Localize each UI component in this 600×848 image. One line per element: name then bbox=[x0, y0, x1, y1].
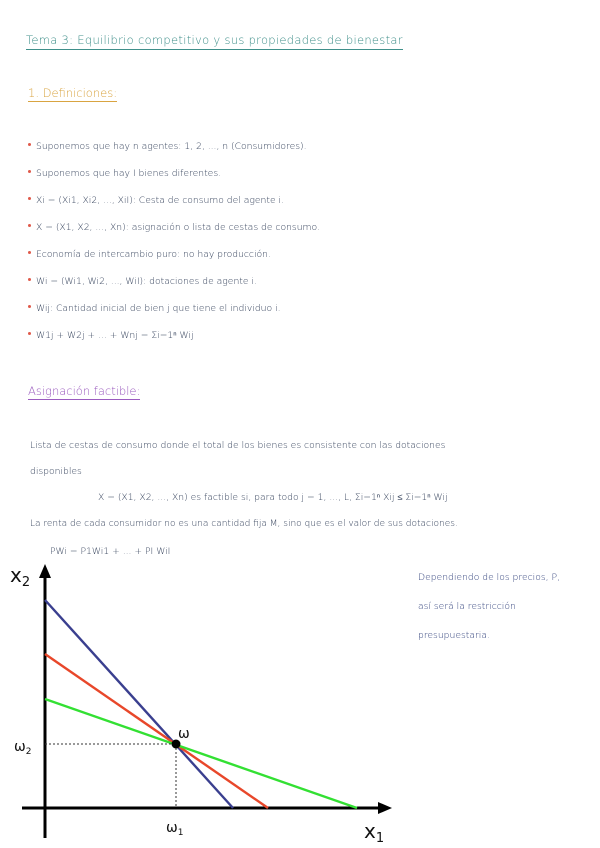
factibilidad-formula: X = (X1, X2, ..., Xn) es factible si, para todo j = 1, ..., L, Σi=1ⁿ Xij ≤ Σi=1ⁿ Wij bbox=[98, 492, 448, 503]
definition-item: Wi = (Wi1, Wi2, ..., WiI): dotaciones de agente i. bbox=[28, 275, 320, 302]
y-axis-arrow-icon bbox=[39, 564, 51, 578]
section-definiciones-heading: 1. Definiciones: bbox=[28, 86, 118, 100]
omega-point-label: ω bbox=[178, 726, 190, 742]
definition-item: Economía de intercambio puro: no hay producción. bbox=[28, 248, 320, 275]
side-note-line: así será la restricción bbox=[418, 601, 516, 612]
definition-item: Suponemos que hay n agentes: 1, 2, ..., n (Consumidores). bbox=[28, 140, 320, 167]
x-axis-label: $x_1$ bbox=[364, 819, 385, 846]
budget-constraint-graph bbox=[0, 560, 410, 848]
budget-side-note bbox=[418, 572, 560, 659]
omega2-tick-label: $\omega_2$ bbox=[14, 739, 32, 757]
x-axis-arrow-icon bbox=[378, 802, 392, 814]
definitions-list bbox=[28, 140, 320, 356]
omega1-tick-label: $\omega_1$ bbox=[166, 820, 184, 838]
budget-line-blue bbox=[45, 600, 233, 808]
asignacion-description: Lista de cestas de consumo donde el total de los bienes es consistente con las dotaciones bbox=[30, 440, 446, 451]
renta-formula: PWi = P1Wi1 + ... + PI WiI bbox=[50, 546, 171, 557]
definition-item: Wij: Cantidad inicial de bien j que tiene el individuo i. bbox=[28, 302, 320, 329]
definition-item: X = (X1, X2, ..., Xn): asignación o lista de cestas de consumo. bbox=[28, 221, 320, 248]
side-note-line: Dependiendo de los precios, P, bbox=[418, 572, 560, 583]
definition-item: Xi = (Xi1, Xi2, ..., XiI): Cesta de consumo del agente i. bbox=[28, 194, 320, 221]
renta-description: La renta de cada consumidor no es una cantidad fija M, sino que es el valor de sus dotaciones. bbox=[30, 519, 458, 529]
definition-item: Suponemos que hay I bienes diferentes. bbox=[28, 167, 320, 194]
y-axis-label: $x_2$ bbox=[10, 563, 31, 590]
budget-line-green bbox=[45, 699, 357, 808]
budget-line-red bbox=[45, 654, 268, 808]
page-title: Tema 3: Equilibrio competitivo y sus propiedades de bienestar bbox=[26, 33, 403, 50]
section-asignacion-heading: Asignación factible: bbox=[28, 384, 141, 398]
asignacion-description-cont: disponibles bbox=[30, 466, 82, 477]
definition-item: W1j + W2j + ... + Wnj = Σi=1ⁿ Wij bbox=[28, 329, 320, 356]
side-note-line: presupuestaria. bbox=[418, 630, 490, 641]
